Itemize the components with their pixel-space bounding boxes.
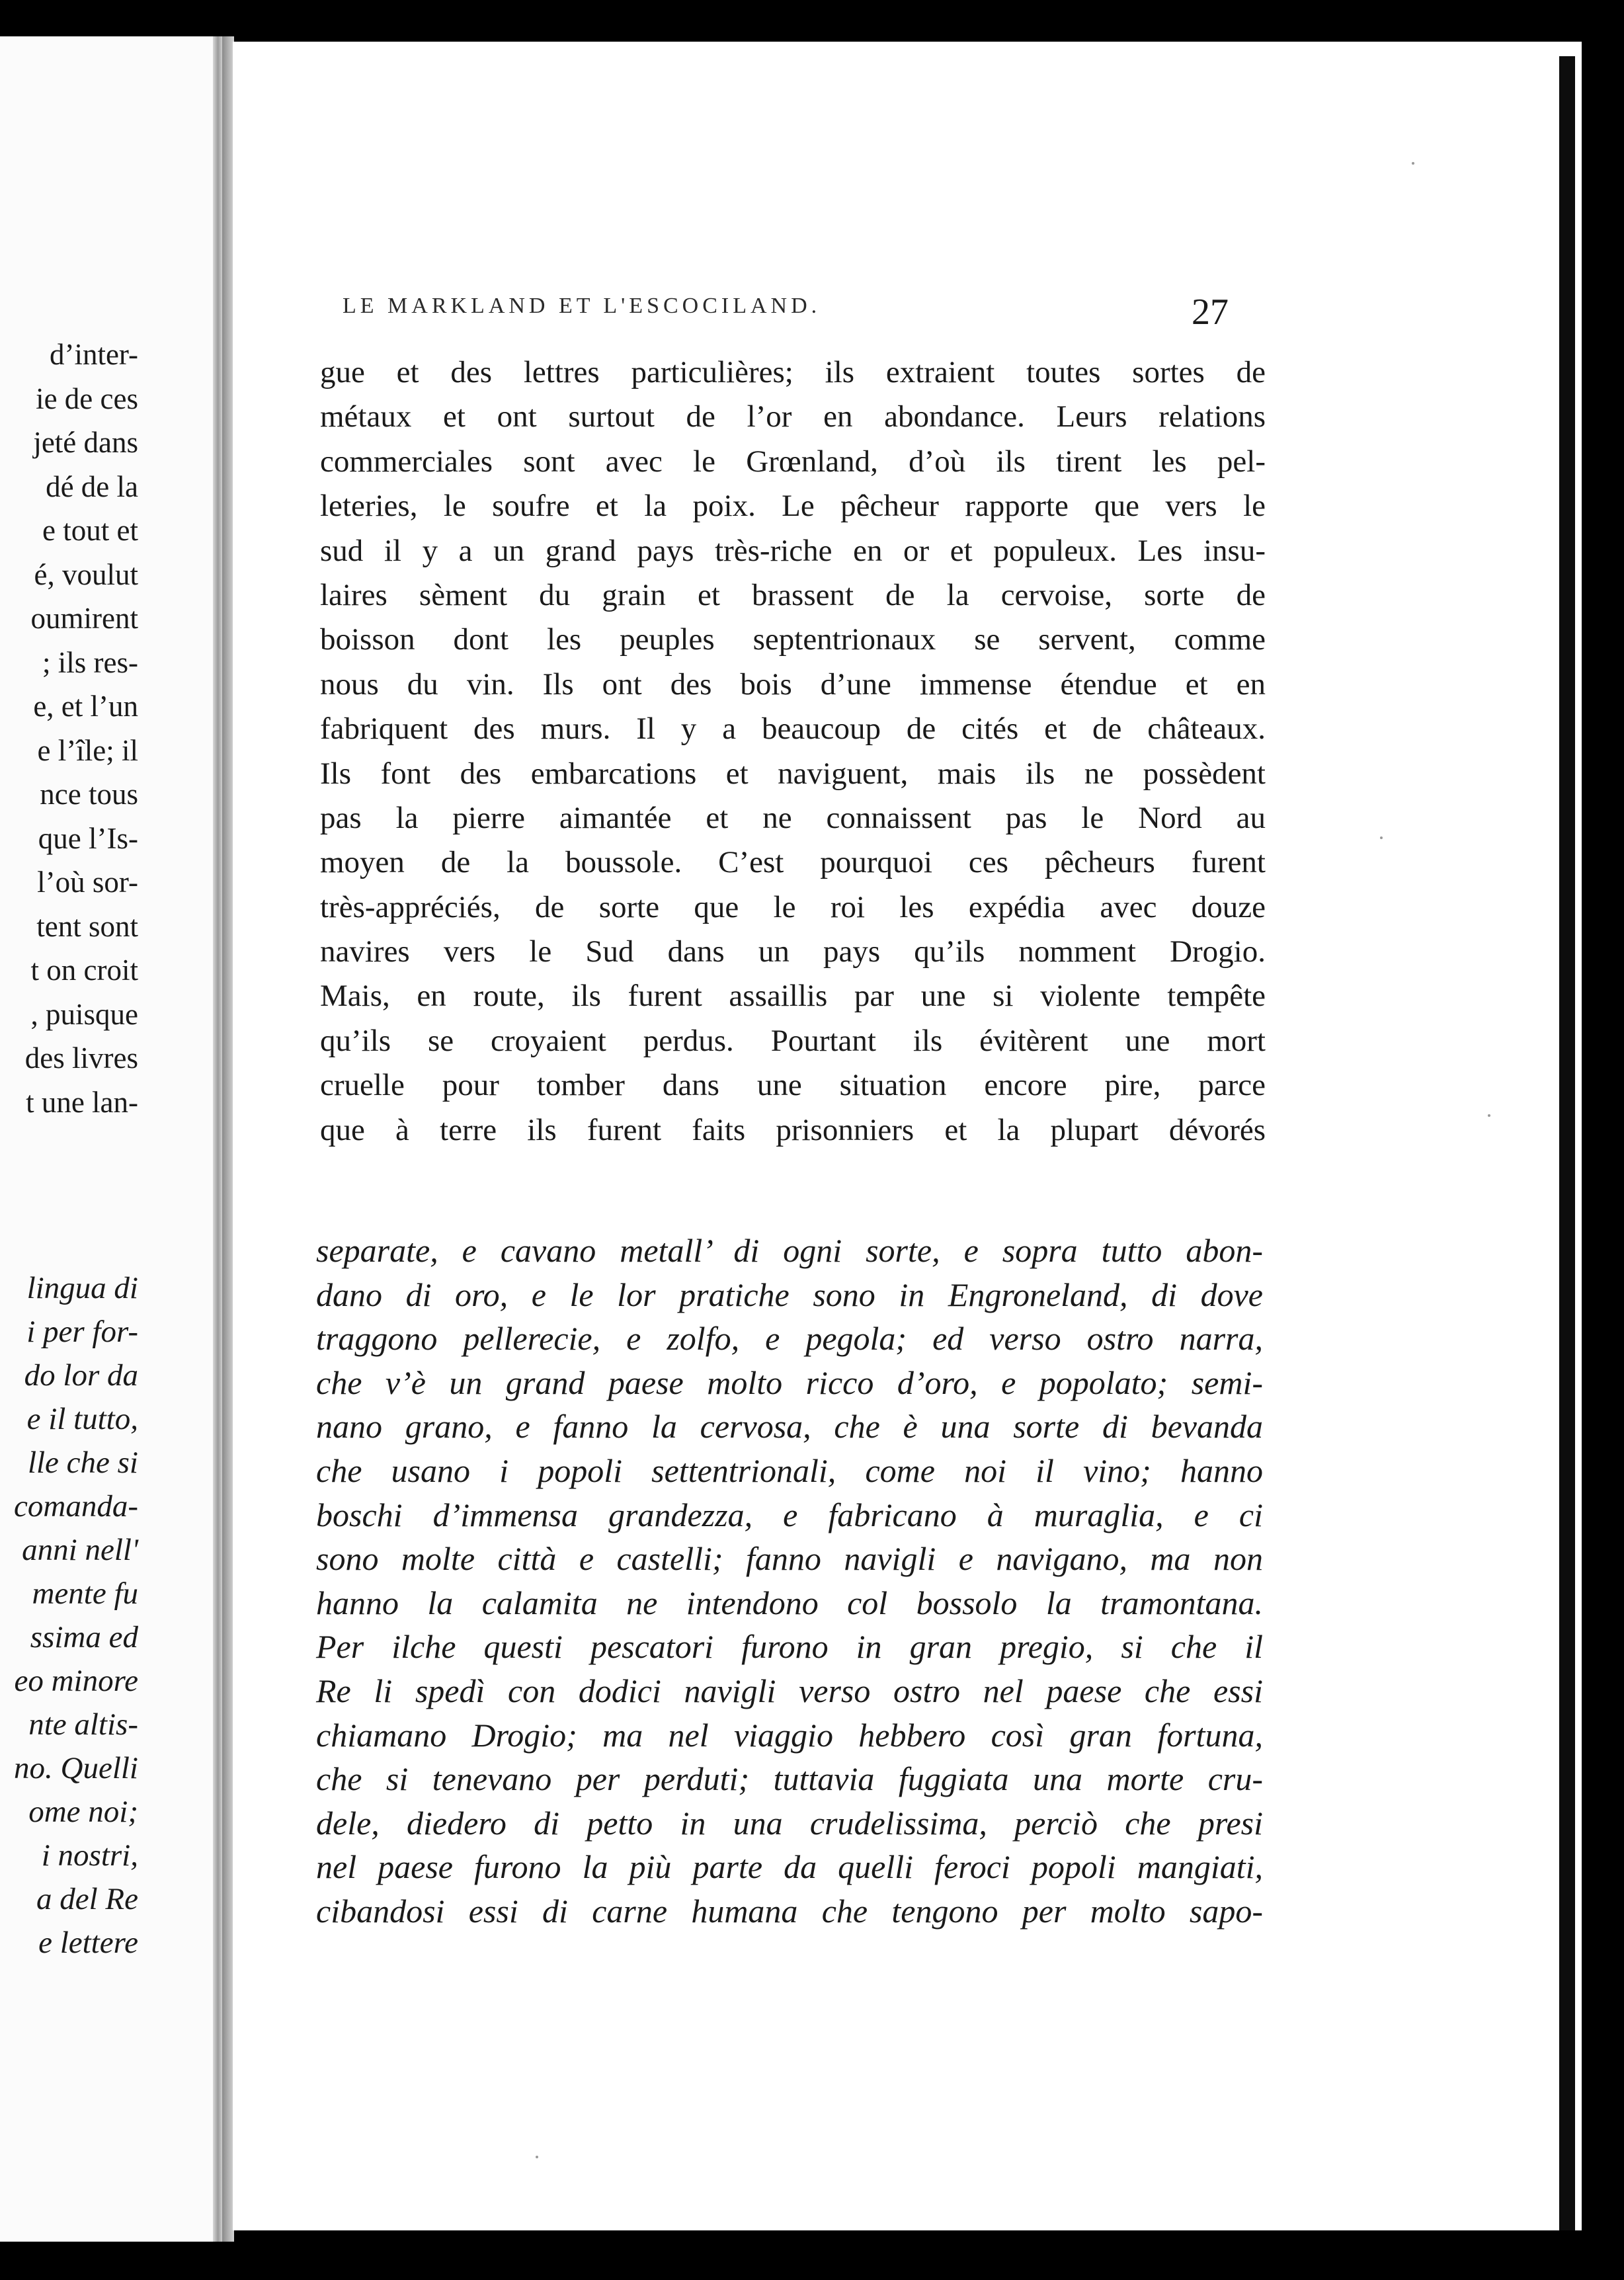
french-line: pas la pierre aimantée et ne connaissent pas le Nord au (320, 800, 1266, 835)
paper-speck (1380, 836, 1383, 839)
italian-line: separate, e cavano metall’ di ogni sorte, e sopra tutto abon- (316, 1232, 1263, 1269)
french-line: commerciales sont avec le Grœnland, d’où ils tirent les pel- (320, 444, 1266, 479)
french-translation-block (320, 350, 1266, 1153)
left-italian-line: e il tutto, (26, 1402, 138, 1436)
paper-speck (1488, 1114, 1490, 1117)
left-italian-line: no. Quelli (14, 1751, 138, 1785)
italian-line: hanno la calamita ne intendono col bossolo la tramontana. (316, 1584, 1263, 1621)
left-french-line: e l’île; il (37, 733, 138, 767)
italian-line: che si tenevano per perduti; tuttavia fuggiata una morte cru- (316, 1760, 1263, 1798)
book-gutter (213, 36, 222, 2242)
left-italian-line: nte altis- (28, 1707, 138, 1742)
french-line: nous du vin. Ils ont des bois d’une immense étendue et en (320, 667, 1266, 702)
left-page-italian-column (0, 1266, 138, 1965)
left-page (0, 36, 218, 2242)
left-french-line: d’inter- (49, 338, 138, 371)
french-line: gue et des lettres particulières; ils extraient toutes sortes de (320, 355, 1266, 389)
left-french-line: nce tous (40, 778, 138, 811)
left-italian-line: comanda- (14, 1489, 138, 1524)
left-french-line: tent sont (36, 909, 138, 943)
italian-line: sono molte città e castelli; fanno navigli e navigano, ma non (316, 1540, 1263, 1578)
running-title: LE MARKLAND ET L'ESCOCILAND. (343, 294, 821, 318)
paper-speck (536, 2156, 538, 2158)
french-line: navires vers le Sud dans un pays qu’ils nomment Drogio. (320, 934, 1266, 969)
left-french-line: que l’Is- (38, 821, 138, 855)
french-line: leteries, le soufre et la poix. Le pêcheur rapporte que vers le (320, 489, 1266, 524)
left-french-line: l’où sor- (37, 866, 138, 899)
left-french-line: e tout et (42, 514, 138, 547)
french-line: métaux et ont surtout de l’or en abondance. Leurs relations (320, 399, 1266, 434)
left-italian-line: ssima ed (30, 1620, 138, 1654)
page-number: 27 (1192, 292, 1229, 333)
italian-line: cibandosi essi di carne humana che tengono per molto sapo- (316, 1892, 1263, 1930)
left-italian-line: mente fu (32, 1576, 138, 1611)
italian-line: Re li spedì con dodici navigli verso ostro nel paese che essi (316, 1672, 1263, 1709)
left-italian-line: eo minore (14, 1664, 138, 1698)
french-line: très-appréciés, de sorte que le roi les expédia avec douze (320, 889, 1266, 924)
left-french-line: dé de la (46, 469, 138, 503)
left-french-line: ; ils res- (42, 645, 138, 679)
left-french-line: , puisque (30, 997, 138, 1031)
french-line: que à terre ils furent faits prisonniers et la plupart dévorés (320, 1112, 1266, 1147)
left-french-line: des livres (24, 1041, 138, 1075)
italian-line: Per ilche questi pescatori furono in gran pregio, si che il (316, 1628, 1263, 1666)
french-line: Mais, en route, ils furent assaillis par une si violente tempête (320, 979, 1266, 1014)
left-french-line: é, voulut (34, 557, 138, 591)
left-italian-line: a del Re (36, 1882, 138, 1916)
italian-line: dele, diedero di petto in una crudelissima, perciò che presi (316, 1804, 1263, 1842)
left-italian-line: i per for- (26, 1315, 138, 1349)
italian-line: boschi d’immensa grandezza, e fabricano à muraglia, e ci (316, 1496, 1263, 1533)
french-line: moyen de la boussole. C’est pourquoi ces pêcheurs furent (320, 845, 1266, 880)
french-line: boisson dont les peuples septentrionaux se servent, comme (320, 622, 1266, 657)
french-line: fabriquent des murs. Il y a beaucoup de cités et de châteaux. (320, 712, 1266, 747)
french-line: laires sèment du grain et brassent de la cervoise, sorte de (320, 577, 1266, 612)
french-line: qu’ils se croyaient perdus. Pourtant ils évitèrent une mort (320, 1023, 1266, 1058)
italian-line: che v’è un grand paese molto ricco d’oro, e popolato; semi- (316, 1364, 1263, 1401)
left-italian-line: e lettere (38, 1926, 138, 1960)
italian-original-block (316, 1229, 1263, 1934)
left-page-french-column (0, 333, 138, 1124)
left-italian-line: lingua di (26, 1271, 138, 1305)
page-right-border (1559, 56, 1575, 2230)
left-italian-line: do lor da (24, 1358, 138, 1393)
italian-line: nel paese furono la più parte da quelli feroci popoli mangiati, (316, 1848, 1263, 1886)
left-italian-line: lle che si (27, 1445, 138, 1480)
left-french-line: oumirent (30, 602, 138, 635)
left-italian-line: anni nell' (22, 1533, 138, 1567)
italian-line: traggono pellerecie, e zolfo, e pegola; ed verso ostro narra, (316, 1320, 1263, 1358)
french-line: sud il y a un grand pays très-riche en or et populeux. Les insu- (320, 533, 1266, 568)
left-italian-line: ome noi; (28, 1795, 138, 1829)
left-french-line: ie de ces (36, 382, 138, 415)
french-line: Ils font des embarcations et naviguent, mais ils ne possèdent (320, 756, 1266, 791)
left-french-line: t une lan- (26, 1085, 138, 1119)
italian-line: chiamano Drogio; ma nel viaggio hebbero così gran fortuna, (316, 1716, 1263, 1754)
italian-line: dano di oro, e le lor pratiche sono in Engroneland, di dove (316, 1276, 1263, 1313)
paper-speck (1412, 162, 1414, 165)
left-french-line: t on croit (30, 954, 138, 987)
italian-line: che usano i popoli settentrionali, come noi il vino; hanno (316, 1451, 1263, 1489)
left-french-line: jeté dans (33, 426, 138, 459)
left-french-line: e, et l’un (33, 690, 138, 723)
french-line: cruelle pour tomber dans une situation encore pire, parce (320, 1068, 1266, 1103)
left-italian-line: i nostri, (41, 1838, 138, 1873)
italian-line: nano grano, e fanno la cervosa, che è una sorte di bevanda (316, 1408, 1263, 1445)
